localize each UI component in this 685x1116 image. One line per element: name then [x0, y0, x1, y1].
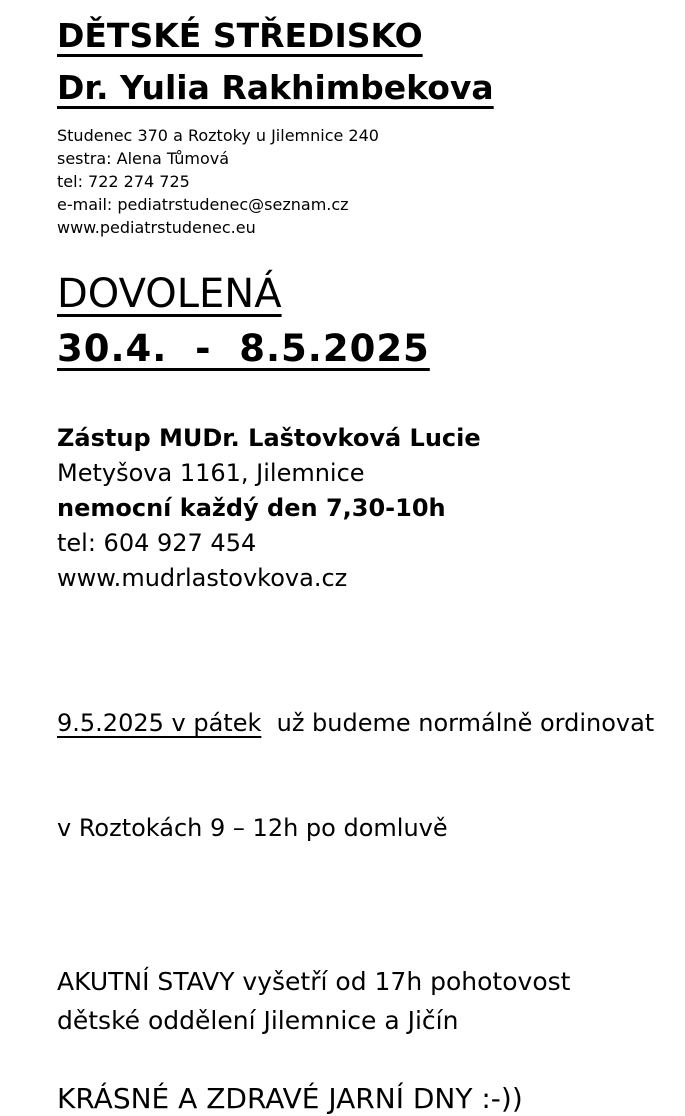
substitute-hours: nemocní každý den 7,30-10h	[57, 494, 446, 522]
clinic-header	[57, 10, 685, 239]
closing-line: KRÁSNÉ A ZDRAVÉ JARNÍ DNY :-))	[57, 1082, 523, 1115]
clinic-email: e-mail: pediatrstudenec@seznam.cz	[57, 195, 349, 214]
clinic-title-line1	[57, 10, 685, 62]
resume-line2: v Roztokách 9 – 12h po domluvě	[57, 814, 448, 842]
substitute-website: www.mudrlastovkova.cz	[57, 564, 348, 592]
clinic-title-line2	[57, 62, 685, 114]
clinic-website: www.pediatrstudenec.eu	[57, 218, 256, 237]
substitute-name: Zástup MUDr. Laštovková Lucie	[57, 424, 481, 452]
resume-section	[57, 636, 685, 916]
vacation-dates-text: 30.4. - 8.5.2025	[57, 327, 430, 370]
vacation-section	[57, 267, 685, 377]
acute-line2: dětské oddělení Jilemnice a Jičín	[57, 1006, 459, 1035]
clinic-phone: tel: 722 274 725	[57, 172, 190, 191]
notice-content	[57, 10, 685, 1116]
clinic-nurse: sestra: Alena Tůmová	[57, 149, 230, 168]
clinic-info	[57, 124, 685, 239]
clinic-address: Studenec 370 a Roztoky u Jilemnice 240	[57, 126, 379, 145]
resume-date: 9.5.2025 v pátek	[57, 709, 262, 737]
resume-line1	[57, 706, 685, 741]
acute-line1: AKUTNÍ STAVY vyšetří od 17h pohotovost	[57, 967, 571, 996]
vacation-dates	[57, 321, 685, 377]
clinic-name: DĚTSKÉ STŘEDISKO	[57, 16, 423, 55]
substitute-address: Metyšova 1161, Jilemnice	[57, 459, 365, 487]
substitute-phone: tel: 604 927 454	[57, 529, 257, 557]
vacation-title-text: DOVOLENÁ	[57, 271, 282, 317]
substitute-section	[57, 421, 685, 596]
doctor-name: Dr. Yulia Rakhimbekova	[57, 68, 494, 107]
vacation-title	[57, 267, 685, 321]
resume-line1-rest: už budeme normálně ordinovat	[261, 709, 655, 737]
acute-section	[57, 962, 685, 1040]
